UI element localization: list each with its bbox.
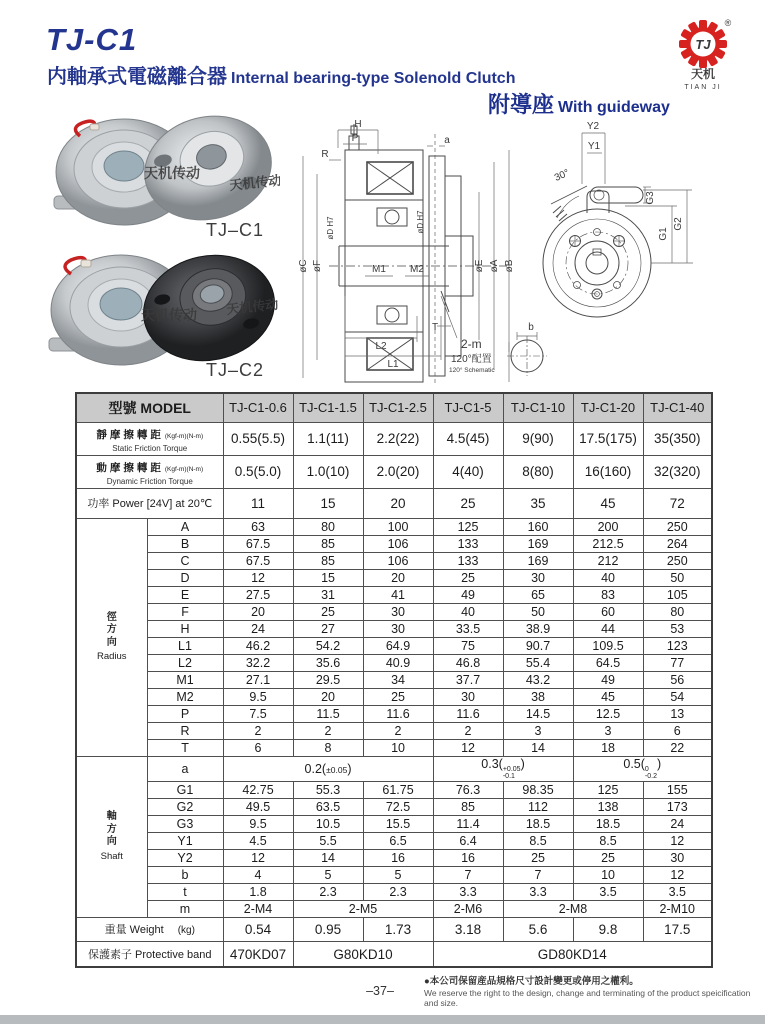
- spec-cell: 34: [363, 671, 433, 688]
- param-label: t: [147, 883, 223, 900]
- spec-cell: 76.3: [433, 781, 503, 798]
- spec-cell: 41: [363, 586, 433, 603]
- spec-cell: 67.5: [223, 535, 293, 552]
- subtitle-en: Internal bearing-type Solenold Clutch: [231, 70, 516, 87]
- spec-cell: 0.5(5.0): [223, 455, 293, 488]
- spec-cell: 10: [363, 739, 433, 756]
- spec-cell: 11.6: [433, 705, 503, 722]
- spec-cell: 2: [223, 722, 293, 739]
- spec-cell: 2-M4: [223, 900, 293, 917]
- param-label: P: [147, 705, 223, 722]
- spec-cell: 38: [503, 688, 573, 705]
- spec-cell: 33.5: [433, 620, 503, 637]
- registered-mark: ®: [724, 18, 732, 28]
- logo-en: TIAN JI: [684, 84, 722, 91]
- spec-cell: 2-M8: [503, 900, 643, 917]
- dim-label-Y2: Y2: [586, 121, 600, 132]
- spec-cell: 27.1: [223, 671, 293, 688]
- spec-cell: 106: [363, 535, 433, 552]
- logo-zh: 天机: [690, 67, 716, 81]
- param-label: a: [147, 756, 223, 781]
- spec-cell: 83: [573, 586, 643, 603]
- param-label: T: [147, 739, 223, 756]
- model-column-header: TJ-C1-40: [643, 393, 712, 422]
- spec-cell: 100: [363, 518, 433, 535]
- row-label: 動摩擦轉距(Kgf-m)(N-m) Dynamic Friction Torque: [76, 455, 223, 488]
- spec-cell: 25: [433, 488, 503, 518]
- row-label: 保護素子 Protective band: [76, 941, 223, 967]
- spec-cell: 11.4: [433, 815, 503, 832]
- spec-cell: 15: [293, 488, 363, 518]
- spec-cell: 7.5: [223, 705, 293, 722]
- spec-cell: 77: [643, 654, 712, 671]
- spec-cell: 2-M5: [293, 900, 433, 917]
- dim-label-M2: M2: [410, 264, 424, 275]
- spec-cell: 50: [643, 569, 712, 586]
- spec-cell: 63.5: [293, 798, 363, 815]
- spec-cell: 3.3: [503, 883, 573, 900]
- spec-cell: 0.55(5.5): [223, 422, 293, 455]
- spec-cell: 212.5: [573, 535, 643, 552]
- group-label: 徑 方 向 Radius: [76, 518, 147, 756]
- spec-cell: 72.5: [363, 798, 433, 815]
- spec-cell: 6.5: [363, 832, 433, 849]
- param-label: Y1: [147, 832, 223, 849]
- spec-cell: 2-M10: [643, 900, 712, 917]
- spec-cell: 98.35: [503, 781, 573, 798]
- row-label: 重量 Weight (kg): [76, 917, 223, 941]
- page-edge-strip: [0, 1015, 765, 1024]
- logo-monogram: TJ: [695, 37, 711, 52]
- spec-cell: 3: [503, 722, 573, 739]
- spec-cell: 72: [643, 488, 712, 518]
- spec-cell: 2: [433, 722, 503, 739]
- spec-cell: 173: [643, 798, 712, 815]
- spec-cell: 5.5: [293, 832, 363, 849]
- spec-cell: 3.18: [433, 917, 503, 941]
- spec-cell: 3.5: [573, 883, 643, 900]
- spec-cell: 1.8: [223, 883, 293, 900]
- dim-label-H: H: [354, 119, 362, 130]
- group-label: 軸 方 向 Shaft: [76, 756, 147, 917]
- spec-cell: 30: [643, 849, 712, 866]
- guideway-label: [488, 88, 670, 119]
- dim-label-dF: øF: [312, 259, 323, 273]
- spec-table-wrap: [75, 392, 713, 968]
- product-photo-tj-c2: [45, 248, 280, 375]
- spec-cell: 112: [503, 798, 573, 815]
- dim-label-angle: 30°: [552, 167, 572, 184]
- dim-label-G1: G1: [658, 227, 669, 241]
- spec-cell: 49: [573, 671, 643, 688]
- spec-cell: 16: [363, 849, 433, 866]
- param-label: L1: [147, 637, 223, 654]
- spec-cell: 27.5: [223, 586, 293, 603]
- spec-cell: 1.0(10): [293, 455, 363, 488]
- company-logo: [660, 14, 746, 105]
- spec-table-body: [76, 393, 712, 967]
- spec-cell: 25: [293, 603, 363, 620]
- photo-watermark: 天机传动: [225, 296, 280, 317]
- clutch-photo-icon: [45, 248, 280, 370]
- spec-cell: 125: [433, 518, 503, 535]
- spec-cell: 2.3: [293, 883, 363, 900]
- spec-cell: 45: [573, 488, 643, 518]
- spec-cell: 29.5: [293, 671, 363, 688]
- photo-caption-tj-c1: TJ–C1: [206, 220, 265, 240]
- spec-cell: 32.2: [223, 654, 293, 671]
- param-label: Y2: [147, 849, 223, 866]
- spec-cell: 50: [503, 603, 573, 620]
- spec-cell: 25: [363, 688, 433, 705]
- spec-cell: 8: [293, 739, 363, 756]
- spec-cell: 169: [503, 535, 573, 552]
- footnote-en: We reserve the right to the design, change and terminating of the product speicification and size.: [424, 988, 751, 1008]
- param-label: E: [147, 586, 223, 603]
- spec-cell: 61.75: [363, 781, 433, 798]
- spec-cell: 18: [573, 739, 643, 756]
- spec-cell: 54.2: [293, 637, 363, 654]
- spec-cell: 9.5: [223, 815, 293, 832]
- spec-cell: 44: [573, 620, 643, 637]
- spec-cell: 35: [503, 488, 573, 518]
- spec-cell: 25: [503, 849, 573, 866]
- spec-cell: 16(160): [573, 455, 643, 488]
- model-column-header: TJ-C1-20: [573, 393, 643, 422]
- spec-cell: 14.5: [503, 705, 573, 722]
- spec-cell: 80: [293, 518, 363, 535]
- spec-cell: G80KD10: [293, 941, 433, 967]
- photo-watermark: 天机传动: [144, 165, 200, 181]
- schematic-note-en: 120° Schematic: [449, 367, 495, 374]
- spec-cell: 4(40): [433, 455, 503, 488]
- spec-cell: 32(320): [643, 455, 712, 488]
- dim-label-a: a: [444, 135, 450, 146]
- spec-cell: 64.9: [363, 637, 433, 654]
- spec-cell: 35(350): [643, 422, 712, 455]
- spec-cell: 2: [363, 722, 433, 739]
- spec-cell: 2: [293, 722, 363, 739]
- param-label: G1: [147, 781, 223, 798]
- spec-cell: 7: [433, 866, 503, 883]
- footnote-zh: ●本公司保留産品規格尺寸設計變更或停用之權利。: [424, 976, 639, 987]
- dim-label-2m: 2-m: [461, 337, 482, 351]
- guideway-zh: 附導座: [488, 92, 555, 117]
- spec-cell: 8.5: [503, 832, 573, 849]
- spec-cell: 10: [573, 866, 643, 883]
- spec-cell: 80: [643, 603, 712, 620]
- spec-cell: 2.2(22): [363, 422, 433, 455]
- front-view-drawing: [505, 118, 765, 393]
- spec-cell: 20: [223, 603, 293, 620]
- spec-cell: 49.5: [223, 798, 293, 815]
- spec-cell: 15.5: [363, 815, 433, 832]
- spec-cell: 31: [293, 586, 363, 603]
- spec-cell: 55.4: [503, 654, 573, 671]
- dim-label-dA: øA: [489, 259, 500, 273]
- spec-cell: 25: [573, 849, 643, 866]
- spec-cell: 160: [503, 518, 573, 535]
- param-label: L2: [147, 654, 223, 671]
- spec-cell: 42.75: [223, 781, 293, 798]
- param-label: m: [147, 900, 223, 917]
- spec-cell: 105: [643, 586, 712, 603]
- dim-label-dC: øC: [298, 259, 309, 273]
- spec-cell: 10.5: [293, 815, 363, 832]
- spec-cell: 9(90): [503, 422, 573, 455]
- page-title: TJ-C1: [46, 22, 138, 57]
- model-column-header: TJ-C1-5: [433, 393, 503, 422]
- spec-cell: 46.8: [433, 654, 503, 671]
- spec-cell: 4.5(45): [433, 422, 503, 455]
- spec-cell: 18.5: [503, 815, 573, 832]
- spec-cell: 55.3: [293, 781, 363, 798]
- spec-cell: 4.5: [223, 832, 293, 849]
- spec-cell: 138: [573, 798, 643, 815]
- dim-label-R: R: [321, 149, 329, 160]
- spec-cell: 38.9: [503, 620, 573, 637]
- spec-cell: 3.3: [433, 883, 503, 900]
- spec-cell: 30: [433, 688, 503, 705]
- spec-cell: 20: [293, 688, 363, 705]
- page-number: –37–: [366, 984, 394, 998]
- spec-cell: 169: [503, 552, 573, 569]
- photo-caption-tj-c2: TJ–C2: [206, 360, 265, 380]
- spec-cell: 155: [643, 781, 712, 798]
- spec-cell: 37.7: [433, 671, 503, 688]
- spec-cell: 40.9: [363, 654, 433, 671]
- spec-cell: 109.5: [573, 637, 643, 654]
- spec-cell: 20: [363, 569, 433, 586]
- dim-label-Y1: Y1: [587, 141, 601, 152]
- spec-cell: 30: [503, 569, 573, 586]
- param-label: M2: [147, 688, 223, 705]
- spec-cell: 0.5( 0 -0.2 ): [573, 756, 712, 781]
- schematic-note-zh: 120°配置: [451, 354, 492, 365]
- spec-cell: 56: [643, 671, 712, 688]
- spec-cell: 9.5: [223, 688, 293, 705]
- param-label: b: [147, 866, 223, 883]
- spec-cell: 12: [223, 849, 293, 866]
- spec-cell: 17.5: [643, 917, 712, 941]
- spec-cell: 0.54: [223, 917, 293, 941]
- spec-cell: 106: [363, 552, 433, 569]
- section-drawing: [293, 116, 528, 393]
- spec-cell: 6: [643, 722, 712, 739]
- spec-cell: 2-M6: [433, 900, 503, 917]
- spec-cell: 54: [643, 688, 712, 705]
- spec-cell: 85: [293, 552, 363, 569]
- spec-cell: 0.95: [293, 917, 363, 941]
- spec-cell: 8(80): [503, 455, 573, 488]
- spec-cell: 123: [643, 637, 712, 654]
- spec-cell: 133: [433, 552, 503, 569]
- spec-cell: 4: [223, 866, 293, 883]
- dim-label-dE: øE: [474, 259, 485, 273]
- model-column-header: TJ-C1-0.6: [223, 393, 293, 422]
- model-column-header: TJ-C1-2.5: [363, 393, 433, 422]
- gear-logo-icon: [660, 14, 746, 100]
- spec-cell: 3: [573, 722, 643, 739]
- bullet-icon: ●: [424, 976, 430, 987]
- param-label: A: [147, 518, 223, 535]
- subtitle-zh: 内軸承式電磁離合器: [47, 66, 227, 88]
- spec-cell: 67.5: [223, 552, 293, 569]
- spec-cell: 0.2(±0.05): [223, 756, 433, 781]
- spec-cell: 1.1(11): [293, 422, 363, 455]
- param-label: G2: [147, 798, 223, 815]
- param-label: C: [147, 552, 223, 569]
- spec-cell: 5: [363, 866, 433, 883]
- spec-cell: 85: [293, 535, 363, 552]
- spec-cell: 24: [643, 815, 712, 832]
- spec-cell: 14: [503, 739, 573, 756]
- page-subtitle: [47, 60, 515, 89]
- spec-cell: 3.5: [643, 883, 712, 900]
- dim-label-dD-right: øD H7: [416, 210, 425, 234]
- guideway-en: With guideway: [558, 99, 670, 116]
- param-label: M1: [147, 671, 223, 688]
- spec-cell: 0.3( +0.05 -0.1 ): [433, 756, 573, 781]
- spec-cell: 8.5: [573, 832, 643, 849]
- spec-cell: 7: [503, 866, 573, 883]
- param-label: F: [147, 603, 223, 620]
- spec-cell: 250: [643, 518, 712, 535]
- param-label: H: [147, 620, 223, 637]
- spec-cell: 46.2: [223, 637, 293, 654]
- spec-cell: 24: [223, 620, 293, 637]
- dim-label-T: T: [431, 322, 439, 333]
- spec-cell: 200: [573, 518, 643, 535]
- spec-cell: 12: [223, 569, 293, 586]
- spec-cell: 49: [433, 586, 503, 603]
- spec-cell: 12: [433, 739, 503, 756]
- spec-cell: 27: [293, 620, 363, 637]
- spec-cell: 12.5: [573, 705, 643, 722]
- spec-cell: 25: [433, 569, 503, 586]
- spec-cell: 65: [503, 586, 573, 603]
- spec-cell: 1.73: [363, 917, 433, 941]
- row-label: 功率 Power [24V] at 20℃: [76, 488, 223, 518]
- spec-cell: 6.4: [433, 832, 503, 849]
- spec-cell: 15: [293, 569, 363, 586]
- spec-cell: 64.5: [573, 654, 643, 671]
- footnote: [424, 973, 760, 1008]
- dim-label-G3: G3: [645, 191, 656, 205]
- spec-cell: 35.6: [293, 654, 363, 671]
- spec-cell: 40: [433, 603, 503, 620]
- spec-cell: 125: [573, 781, 643, 798]
- row-label: 靜摩擦轉距(Kgf-m)(N-m) Static Friction Torque: [76, 422, 223, 455]
- spec-cell: 470KD07: [223, 941, 293, 967]
- spec-cell: 18.5: [573, 815, 643, 832]
- dim-label-M1: M1: [372, 264, 386, 275]
- spec-cell: 60: [573, 603, 643, 620]
- spec-cell: 75: [433, 637, 503, 654]
- dim-label-dB: øB: [504, 259, 515, 273]
- photo-watermark: 天机传动: [141, 307, 197, 323]
- spec-cell: 11: [223, 488, 293, 518]
- spec-cell: 12: [643, 866, 712, 883]
- spec-cell: 250: [643, 552, 712, 569]
- param-label: G3: [147, 815, 223, 832]
- spec-table: [75, 392, 713, 968]
- model-column-header: TJ-C1-10: [503, 393, 573, 422]
- dim-label-G2: G2: [673, 217, 684, 231]
- dim-label-L2: L2: [375, 341, 387, 352]
- model-header-cell: 型號 MODEL: [76, 393, 223, 422]
- param-label: R: [147, 722, 223, 739]
- photo-watermark: 天机传动: [228, 172, 280, 193]
- spec-cell: 11.6: [363, 705, 433, 722]
- dim-label-b: b: [528, 322, 534, 333]
- spec-cell: 264: [643, 535, 712, 552]
- param-label: B: [147, 535, 223, 552]
- spec-cell: GD80KD14: [433, 941, 712, 967]
- spec-cell: 2.0(20): [363, 455, 433, 488]
- spec-cell: 16: [433, 849, 503, 866]
- spec-cell: 30: [363, 603, 433, 620]
- spec-cell: 85: [433, 798, 503, 815]
- spec-cell: 133: [433, 535, 503, 552]
- spec-cell: 17.5(175): [573, 422, 643, 455]
- spec-cell: 22: [643, 739, 712, 756]
- spec-cell: 2.3: [363, 883, 433, 900]
- spec-cell: 63: [223, 518, 293, 535]
- spec-cell: 45: [573, 688, 643, 705]
- spec-cell: 9.8: [573, 917, 643, 941]
- spec-cell: 5.6: [503, 917, 573, 941]
- spec-cell: 5: [293, 866, 363, 883]
- spec-cell: 12: [643, 832, 712, 849]
- spec-cell: 53: [643, 620, 712, 637]
- dim-label-L1: L1: [387, 359, 399, 370]
- spec-cell: 13: [643, 705, 712, 722]
- clutch-photo-icon: [52, 112, 280, 230]
- model-column-header: TJ-C1-1.5: [293, 393, 363, 422]
- spec-cell: 11.5: [293, 705, 363, 722]
- dim-label-P: P: [351, 133, 359, 144]
- spec-cell: 30: [363, 620, 433, 637]
- spec-cell: 90.7: [503, 637, 573, 654]
- spec-cell: 43.2: [503, 671, 573, 688]
- spec-cell: 14: [293, 849, 363, 866]
- spec-cell: 6: [223, 739, 293, 756]
- product-photo-tj-c1: [52, 112, 280, 235]
- spec-cell: 212: [573, 552, 643, 569]
- spec-cell: 40: [573, 569, 643, 586]
- param-label: D: [147, 569, 223, 586]
- dim-label-dD-left: øD H7: [326, 216, 335, 240]
- spec-cell: 20: [363, 488, 433, 518]
